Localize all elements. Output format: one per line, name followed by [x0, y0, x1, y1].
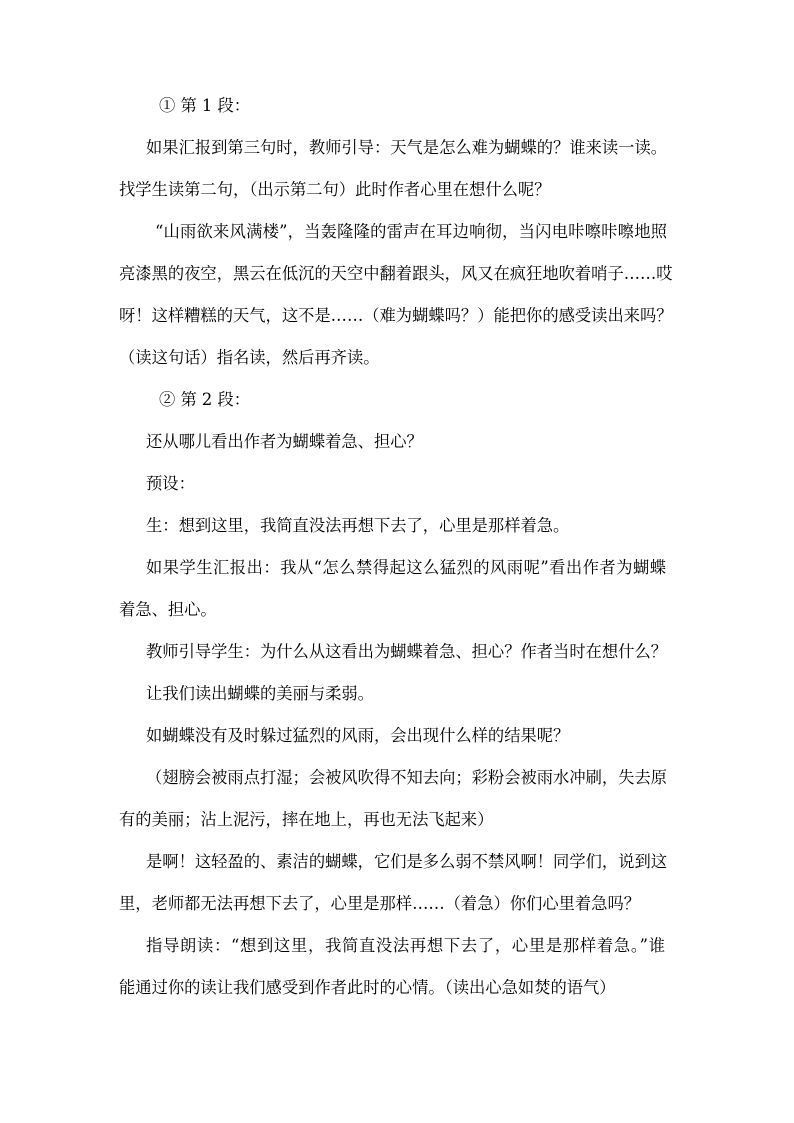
- paragraph-line: 呀！这样糟糕的天气，这不是……（难为蝴蝶吗？）能把你的感受读出来吗？: [119, 306, 673, 325]
- paragraph-line: 里，老师都无法再想下去了，心里是那样……（着急）你们心里着急吗？: [119, 894, 641, 913]
- paragraph-line: （翅膀会被雨点打湿；会被风吹得不知去向；彩粉会被雨水冲刷，失去原: [146, 768, 668, 787]
- paragraph-line: 指导朗读：“想到这里，我简直没法再想下去了，心里是那样着急。”谁: [146, 936, 665, 955]
- paragraph-line: 教师引导学生：为什么从这看出为蝴蝶着急、担心？作者当时在想什么？: [146, 642, 668, 661]
- paragraph-line: 如果汇报到第三句时，教师引导：天气是怎么难为蝴蝶的？谁来读一读。: [146, 138, 668, 157]
- section-heading-2: ② 第 2 段：: [159, 390, 251, 409]
- paragraph-line: “山雨欲来风满楼”，当轰隆隆的雷声在耳边响彻，当闪电咔嚓咔嚓地照: [155, 222, 667, 241]
- paragraph-line: （读这句话）指名读，然后再齐读。: [119, 348, 380, 367]
- paragraph-line: 找学生读第二句，（出示第二句）此时作者心里在想什么呢？: [119, 180, 551, 199]
- paragraph-line: 让我们读出蝴蝶的美丽与柔弱。: [146, 684, 374, 703]
- paragraph-line: 亮漆黑的夜空，黑云在低沉的天空中翻着跟头，风又在疯狂地吹着哨子……哎: [119, 264, 673, 283]
- paragraph-line: 还从哪儿看出作者为蝴蝶着急、担心？: [146, 432, 423, 451]
- paragraph-line: 着急、担心。: [119, 600, 217, 619]
- paragraph-line: 如蝴蝶没有及时躲过猛烈的风雨，会出现什么样的结果呢？: [146, 726, 570, 745]
- paragraph-line: 预设：: [146, 474, 195, 493]
- paragraph-line: 如果学生汇报出：我从“怎么禁得起这么猛烈的风雨呢”看出作者为蝴蝶: [146, 558, 666, 577]
- paragraph-line: 生：想到这里，我简直没法再想下去了，心里是那样着急。: [146, 516, 570, 535]
- section-heading-1: ① 第 1 段：: [159, 96, 251, 115]
- paragraph-line: 是啊！这轻盈的、素洁的蝴蝶，它们是多么弱不禁风啊！同学们，说到这: [146, 852, 668, 871]
- paragraph-line: 有的美丽；沾上泥污，摔在地上，再也无法飞起来）: [119, 810, 494, 829]
- paragraph-line: 能通过你的读让我们感受到作者此时的心情。（读出心急如焚的语气）: [119, 978, 616, 997]
